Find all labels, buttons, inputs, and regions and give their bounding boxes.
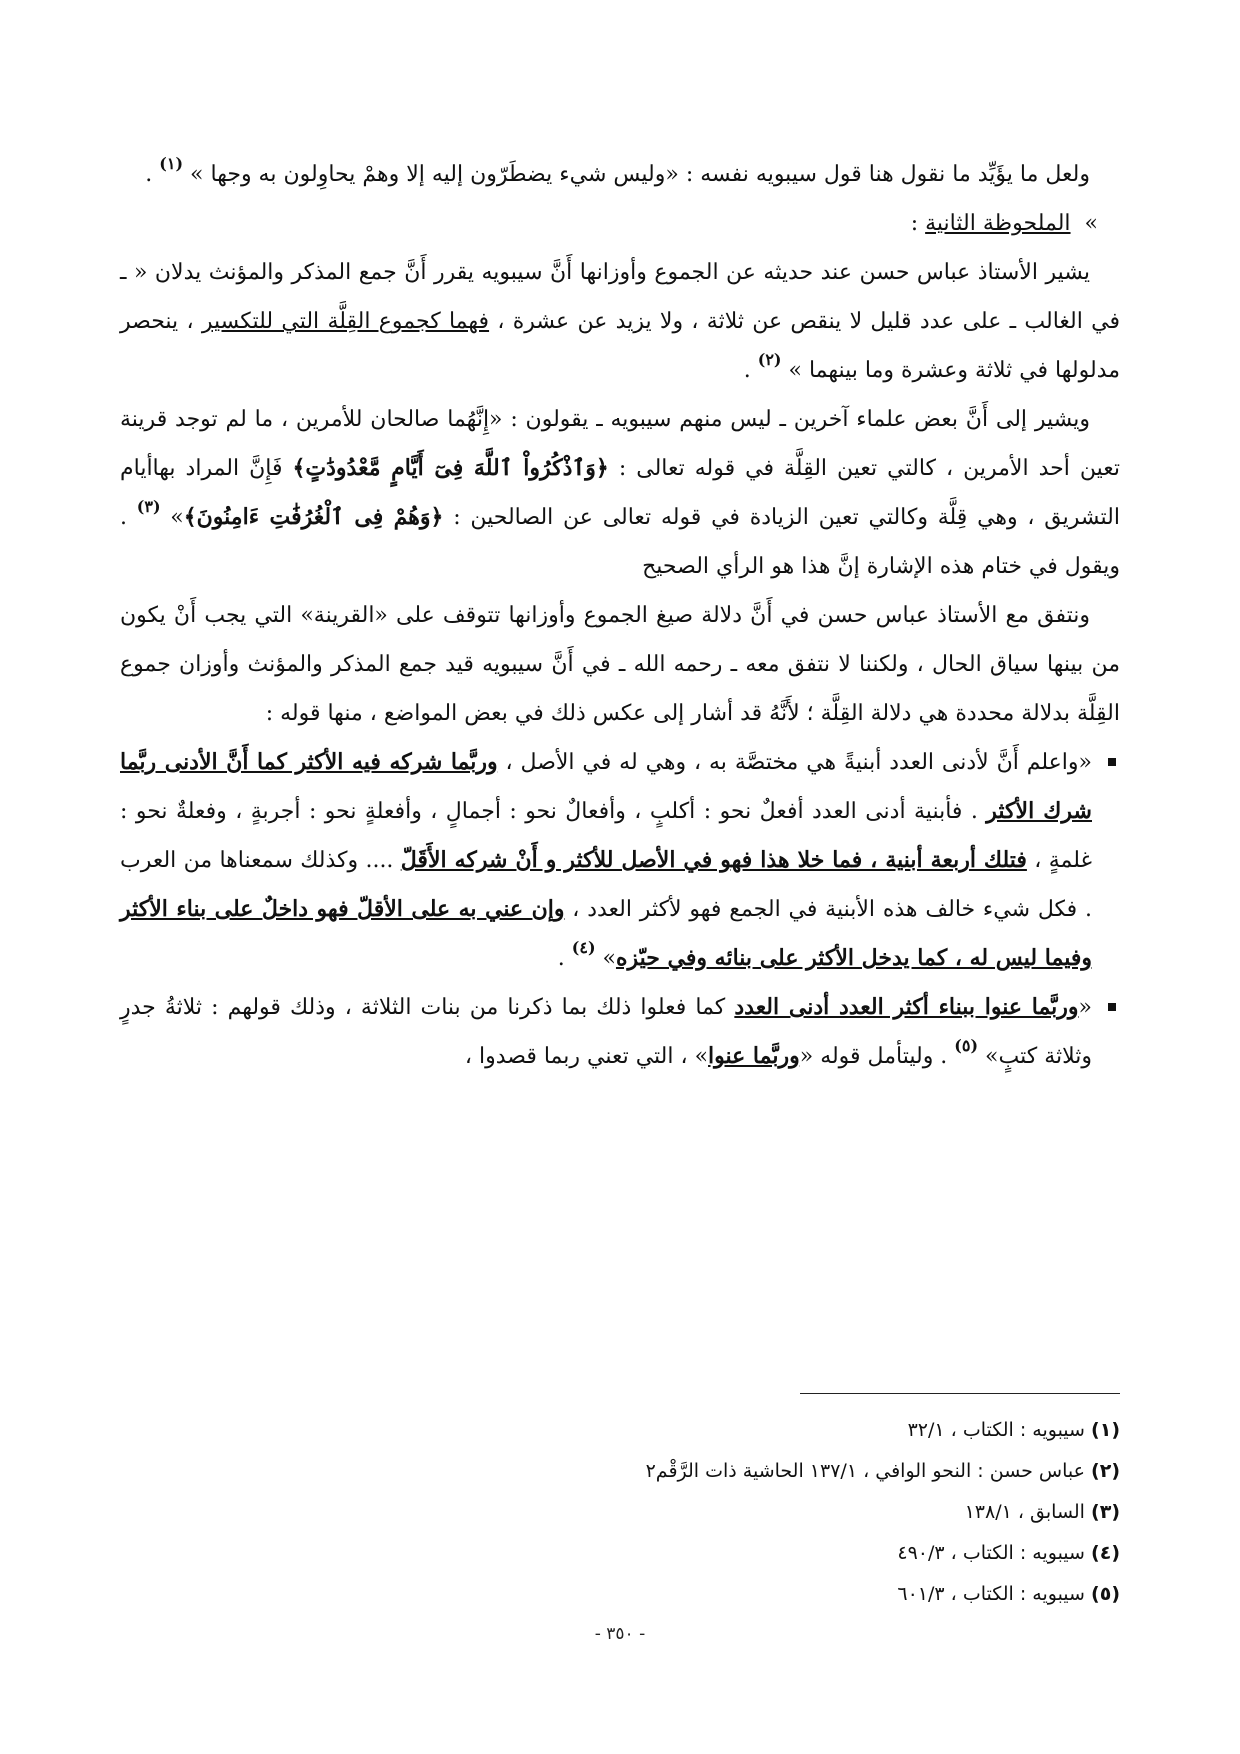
- footnote-ref[interactable]: (٥): [954, 1035, 979, 1055]
- footnote-number: (١): [1091, 1419, 1120, 1441]
- footnotes: [120, 1410, 1120, 1615]
- quote-text: كما فعلوا ذلك بما ذكرنا من بنات الثلاثة ، وذلك قولهم : ثلاثةُ جدرٍ وثلاثة كتبٍ»: [120, 995, 1092, 1069]
- footnote-number: (٢): [1091, 1460, 1120, 1482]
- footnote: [120, 1574, 1120, 1615]
- footnote: [120, 1410, 1120, 1451]
- quote-list: [120, 738, 1120, 1081]
- emphasized-text: وربَّما عنوا: [708, 1043, 800, 1069]
- page-body: [120, 150, 1120, 1081]
- quote-text: «: [1078, 995, 1093, 1020]
- paragraph-text: ويشير إلى أَنَّ بعض علماء آخرين ـ ليس منهم سيبويه ـ يقولون : «إِنَّهُما صالحان للأمرين ، ما لم توجد قرينة تعين أحد الأمرين ، كالتي تعين القِلَّة في قوله تعالى :: [120, 407, 1120, 481]
- quote-text: » ، التي تعني ربما قصدوا ،: [464, 1044, 709, 1069]
- quote-text: . فأبنية أدنى العدد أفعلٌ نحو : أكلبٍ ، وأفعالٌ نحو : أجمالٍ ، وأفعلةٍ نحو : أجربةٍ ، وفعلةٌ نحو : غلمةٍ ،: [120, 799, 1092, 873]
- underlined-text: فهما كجموع القِلَّة التي للتكسير: [201, 309, 490, 334]
- footnote-ref[interactable]: (١): [159, 153, 184, 173]
- quran-verse: ﴿وَٱذْكُرُواْ ٱللَّهَ فِىٓ أَيَّامٍ مَّعْدُودَٰتٍ﴾: [292, 455, 609, 481]
- page-number: - ٣٥٠ -: [594, 1624, 646, 1644]
- paragraph-3: [120, 395, 1120, 591]
- square-bullet-icon: [1108, 1003, 1116, 1011]
- paragraph-2: [120, 248, 1120, 395]
- emphasized-text: وربَّما عنوا ببناء أكثر العدد أدنى العدد: [734, 994, 1079, 1020]
- quote-text: »: [595, 946, 616, 971]
- footnote-number: (٣): [1091, 1501, 1120, 1523]
- footnote-number: (٤): [1091, 1542, 1120, 1564]
- quote-text: «واعلم أَنَّ لأدنى العدد أبنيةً هي مختصَّة به ، وهي له في الأصل ،: [497, 750, 1093, 775]
- paragraph-text: ونتفق مع الأستاذ عباس حسن في أَنَّ دلالة صيغ الجموع وأوزانها تتوقف على «القرينة» التي يجب أَنْ يكون من بينها سياق الحال ، ولكننا لا نتفق معه ـ رحمه الله ـ في أَنَّ سيبويه قيد جمع المذكر والمؤنث وأوزان جموع القِلَّة بدلالة محددة هي دلالة القِلَّة ؛ لأَنَّهُ قد أشار إلى عكس ذلك في بعض المواضع ، منها قوله :: [120, 603, 1120, 726]
- emphasized-text: وربَّما شركه فيه الأكثر كما أَنَّ الأدنى ربَّما شرك الأكثر: [120, 749, 1092, 824]
- footnote: [120, 1533, 1120, 1574]
- quran-verse: ﴿وَهُمْ فِى ٱلْغُرُفَٰتِ ءَامِنُونَ﴾: [183, 504, 444, 530]
- list-item: [120, 738, 1120, 983]
- footnote-text: سيبويه : الكتاب ، ٤٩٠/٣: [897, 1542, 1092, 1564]
- footnote-text: سيبويه : الكتاب ، ٦٠١/٣: [897, 1583, 1092, 1605]
- footnote: [120, 1492, 1120, 1533]
- footnote-ref[interactable]: (٢): [757, 349, 782, 369]
- section-heading: [120, 199, 1098, 248]
- footnote-text: سيبويه : الكتاب ، ٣٢/١: [907, 1419, 1092, 1441]
- footnote-text: السابق ، ١٣٨/١: [964, 1501, 1092, 1523]
- paragraph-text: يشير الأستاذ عباس حسن عند حديثه عن الجموع وأوزانها أَنَّ سيبويه يقرر أَنَّ جمع المذكر والمؤنث يدلان « ـ في الغالب ـ على عدد قليل لا ينقص عن ثلاثة ، ولا يزيد عن عشرة ،: [120, 260, 1120, 334]
- footnote: [120, 1451, 1120, 1492]
- paragraph-text: ، ينحصر مدلولها في ثلاثة وعشرة وما بينهما »: [120, 309, 1120, 383]
- heading-colon: :: [910, 211, 926, 236]
- footnote-ref[interactable]: (٣): [136, 496, 161, 516]
- quote-text: .: [557, 946, 572, 971]
- paragraph-4: [120, 591, 1120, 738]
- paragraph-text: .: [743, 358, 758, 383]
- heading-marker: »: [1084, 211, 1098, 236]
- paragraph-text: .: [145, 162, 160, 187]
- emphasized-text: وإن عني به على الأقلّ فهو داخلٌ على بناء الأكثر وفيما ليس له ، كما يدخل الأكثر على بنائه وفي حيّزه: [120, 896, 1092, 971]
- paragraph-text: ولعل ما يؤَيِّد ما نقول هنا قول سيبويه نفسه : «وليس شيء يضطَرّون إليه إلا وهمْ يحاوِلون به وجها »: [190, 162, 1090, 187]
- list-item: [120, 983, 1120, 1081]
- paragraph-text: »: [160, 505, 184, 530]
- footnote-text: عباس حسن : النحو الوافي ، ١٣٧/١ الحاشية ذات الرَّقْم٢: [645, 1460, 1092, 1482]
- footnote-separator: [800, 1393, 1120, 1394]
- heading-title: الملحوظة الثانية: [925, 211, 1071, 236]
- paragraph-text: . ويقول في ختام هذه الإشارة إنَّ هذا هو الرأي الصحيح: [120, 505, 1120, 579]
- square-bullet-icon: [1108, 758, 1116, 766]
- footnote-number: (٥): [1091, 1583, 1120, 1605]
- footnote-ref[interactable]: (٤): [571, 937, 596, 957]
- quote-text: .... وكذلك سمعناها من العرب . فكل شيء خالف هذه الأبنية في الجمع فهو لأكثر العدد ،: [120, 848, 1092, 922]
- paragraph-text: فَإِنَّ المراد بهاأيام التشريق ، وهي قِلَّة وكالتي تعين الزيادة في قوله تعالى عن الصالحين :: [120, 456, 1120, 530]
- emphasized-text: فتلك أربعة أبنية ، فما خلا هذا فهو في الأصل للأكثر و أَنْ شركه الأَقَلّ: [400, 847, 1027, 873]
- quote-text: . وليتأمل قوله «: [799, 1044, 955, 1069]
- paragraph-1: [120, 150, 1120, 199]
